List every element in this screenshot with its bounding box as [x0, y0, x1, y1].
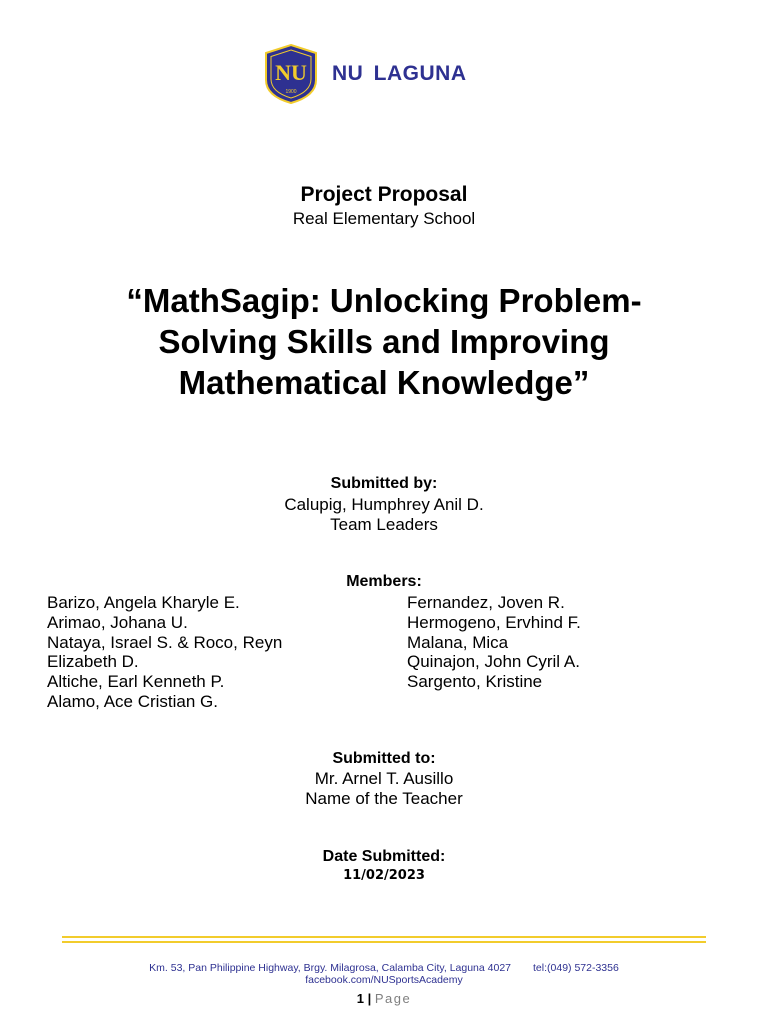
member-name: Arimao, Johana U. — [47, 612, 188, 632]
submitted-to-label: Submitted to: — [332, 750, 436, 767]
member-name: Hermogeno, Ervhind F. — [407, 612, 581, 632]
proposal-title: Project Proposal — [300, 183, 468, 206]
member-name: Sargento, Kristine — [407, 672, 543, 692]
header-logo — [264, 44, 467, 104]
submitted-by-label: Submitted by: — [330, 475, 438, 492]
page-number-line — [0, 991, 768, 1006]
members-left-column — [47, 593, 347, 712]
project-title-line: Solving Skills and Improving — [158, 323, 610, 360]
teacher-name: Mr. Arnel T. Ausillo — [314, 769, 454, 788]
footer-phone: tel:(049) 572-3356 — [533, 962, 619, 974]
footer-address-line — [0, 962, 768, 974]
page-number: 1 — [356, 991, 364, 1006]
member-name: Altiche, Earl Kenneth P. — [47, 672, 225, 692]
brand-name: NU LAGUNA — [332, 62, 467, 85]
members-right-column — [407, 593, 727, 692]
seal-letters: NU — [275, 60, 307, 85]
footer-divider — [62, 941, 706, 943]
footer-address: Km. 53, Pan Philippine Highway, Brgy. Milagrosa, Calamba City, Laguna 4027 — [149, 962, 512, 974]
school-name: Real Elementary School — [292, 209, 476, 228]
university-seal-icon — [264, 44, 318, 104]
date-submitted-value: 11/02/2023 — [343, 868, 425, 883]
page-word: Page — [374, 991, 412, 1006]
member-name: Alamo, Ace Cristian G. — [47, 691, 219, 711]
member-name: Quinajon, John Cyril A. — [407, 652, 580, 672]
page-separator: | — [367, 991, 372, 1006]
member-name: Malana, Mica — [407, 632, 509, 652]
team-leader-role: Team Leaders — [330, 515, 438, 534]
footer-divider — [62, 936, 706, 938]
date-submitted-label: Date Submitted: — [322, 848, 446, 865]
member-name: Barizo, Angela Kharyle E. — [47, 593, 240, 612]
member-name: Fernandez, Joven R. — [407, 593, 565, 612]
members-label: Members: — [346, 573, 422, 590]
team-leader-name: Calupig, Humphrey Anil D. — [284, 495, 484, 514]
member-name: Nataya, Israel S. & Roco, Reyn — [47, 632, 283, 652]
project-title-line: “MathSagip: Unlocking Problem- — [126, 282, 642, 319]
member-name: Elizabeth D. — [47, 652, 139, 672]
seal-year: 1900 — [285, 89, 297, 95]
teacher-role: Name of the Teacher — [305, 789, 463, 808]
project-title — [0, 280, 768, 403]
project-title-line: Mathematical Knowledge” — [178, 364, 590, 401]
footer-facebook: facebook.com/NUSportsAcademy — [305, 974, 463, 986]
